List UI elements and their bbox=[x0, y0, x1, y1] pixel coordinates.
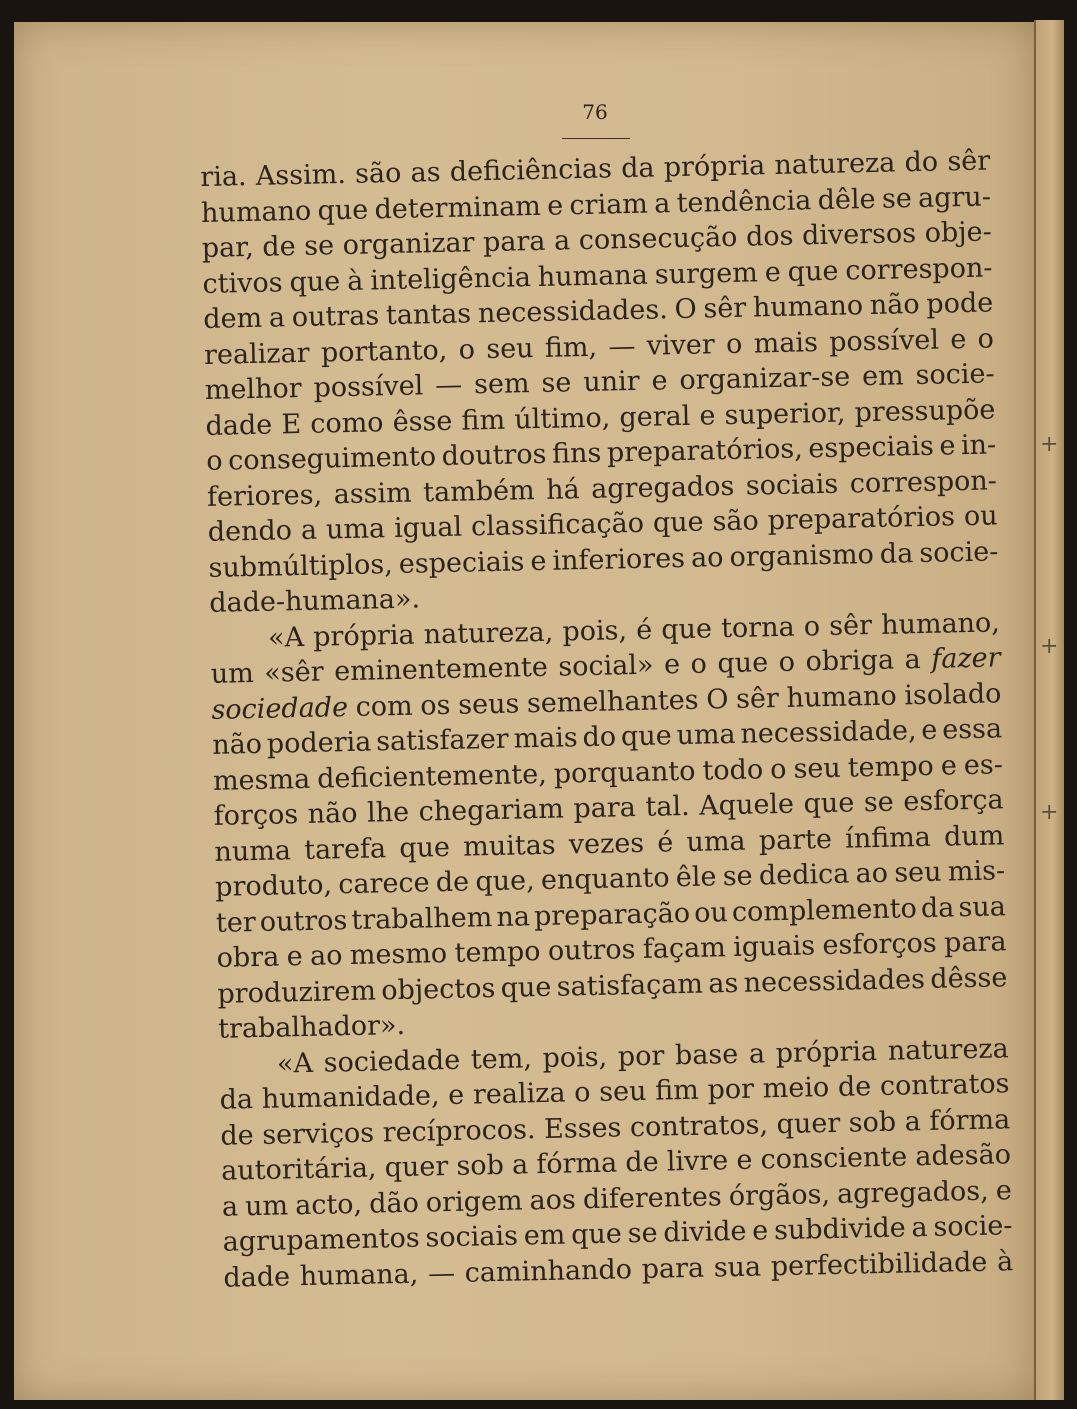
word: mesma bbox=[212, 763, 311, 797]
word: da bbox=[879, 537, 914, 570]
word: e bbox=[995, 1174, 1013, 1207]
word: isolado bbox=[904, 677, 1002, 711]
word: preparatórios, bbox=[606, 433, 804, 469]
word: agrupamentos bbox=[222, 1222, 420, 1258]
word: sob bbox=[456, 1149, 505, 1182]
word: para bbox=[943, 926, 1007, 959]
word: necessidades. bbox=[477, 294, 669, 330]
word: se bbox=[881, 182, 913, 215]
word: sob bbox=[848, 1106, 897, 1139]
word: e bbox=[663, 649, 681, 681]
word: são bbox=[354, 157, 402, 190]
word: organismo bbox=[729, 538, 875, 573]
word: sêr bbox=[703, 292, 747, 325]
word: se bbox=[541, 367, 572, 399]
word: agregados, bbox=[836, 1175, 990, 1210]
word: é bbox=[635, 614, 653, 646]
word: própria bbox=[312, 619, 415, 653]
word: o bbox=[725, 328, 743, 360]
word: Assim. bbox=[255, 158, 347, 192]
word: mais bbox=[753, 326, 819, 359]
word: viver bbox=[646, 328, 716, 362]
word: satisfaçam bbox=[556, 968, 704, 1003]
word: livre bbox=[666, 1145, 729, 1178]
word: base bbox=[674, 1038, 739, 1071]
word: obje- bbox=[924, 216, 992, 249]
word: a bbox=[911, 1211, 928, 1244]
word: o bbox=[769, 753, 787, 785]
word: as bbox=[410, 156, 441, 189]
word: ao bbox=[690, 541, 724, 574]
word: tempo bbox=[847, 750, 935, 784]
word: enquanto bbox=[540, 862, 670, 897]
word: tendência bbox=[676, 184, 812, 219]
word: unir bbox=[582, 365, 640, 399]
word: e bbox=[949, 323, 967, 355]
word: perfectibilidade bbox=[770, 1246, 988, 1282]
word: dedica bbox=[758, 858, 850, 892]
page-number: 76 bbox=[582, 100, 608, 124]
word: social» bbox=[558, 649, 654, 683]
word: se bbox=[863, 786, 895, 819]
margin-cross-mark: + bbox=[1040, 634, 1059, 659]
word: realizar bbox=[203, 337, 310, 371]
word: chegariam bbox=[418, 793, 565, 828]
word: mesmo bbox=[349, 938, 448, 972]
word: sociais bbox=[745, 468, 839, 502]
word: humano bbox=[752, 290, 864, 324]
word: mais bbox=[513, 722, 579, 755]
word: agru- bbox=[917, 180, 992, 214]
word: possível bbox=[828, 324, 940, 358]
word: e bbox=[530, 545, 547, 577]
word: como bbox=[309, 406, 384, 440]
word: dade bbox=[205, 409, 273, 442]
word: dão bbox=[368, 1187, 420, 1220]
word: — bbox=[427, 1257, 456, 1289]
word: humano bbox=[786, 680, 897, 714]
word: outros bbox=[259, 904, 348, 938]
word: produzirem bbox=[217, 975, 377, 1010]
word: fins bbox=[551, 437, 602, 470]
word: portanto, bbox=[320, 334, 448, 369]
word: obra bbox=[216, 941, 280, 974]
word: deficientemente, bbox=[316, 758, 548, 795]
word: para bbox=[573, 792, 637, 825]
word: autoritária, bbox=[220, 1152, 377, 1187]
word: e bbox=[651, 365, 668, 397]
word: semelhantes bbox=[526, 684, 699, 719]
word: Aquele bbox=[698, 788, 795, 822]
word: que bbox=[570, 1218, 623, 1251]
word: por bbox=[707, 1073, 755, 1106]
word: são bbox=[712, 505, 760, 538]
word: meio bbox=[762, 1072, 830, 1105]
word: necessidades bbox=[743, 963, 926, 999]
word: geral bbox=[619, 400, 691, 433]
word: socie- bbox=[919, 535, 999, 569]
word: é bbox=[656, 826, 674, 859]
word: «A bbox=[267, 621, 305, 654]
word: especiais bbox=[398, 545, 525, 580]
word: e bbox=[447, 1079, 465, 1112]
word: própria bbox=[775, 1035, 878, 1069]
word: essa bbox=[941, 713, 1003, 746]
word: fórma bbox=[929, 1103, 1011, 1137]
word: o bbox=[205, 445, 223, 477]
word: a bbox=[300, 514, 318, 546]
word: as bbox=[707, 967, 739, 1000]
word: consecução bbox=[578, 221, 738, 257]
word: não bbox=[307, 797, 358, 830]
word: socie- bbox=[915, 358, 995, 392]
word: o bbox=[690, 648, 708, 680]
word: da bbox=[620, 152, 655, 185]
word: Esses bbox=[543, 1111, 622, 1145]
word: subdivide bbox=[773, 1212, 906, 1247]
word: dade-humana». bbox=[208, 583, 421, 619]
word: órgãos, bbox=[728, 1178, 831, 1212]
word: dem bbox=[203, 302, 263, 335]
word: es- bbox=[963, 748, 1004, 781]
word: se bbox=[303, 230, 335, 262]
word: uma bbox=[325, 513, 386, 546]
header-rule bbox=[562, 138, 630, 139]
word: êle bbox=[675, 861, 717, 894]
word: ao bbox=[309, 940, 343, 972]
word: ctivos bbox=[202, 266, 283, 300]
word: tantas bbox=[385, 298, 472, 332]
word: que bbox=[652, 506, 704, 539]
word: ao bbox=[855, 857, 889, 890]
word: classificação bbox=[470, 507, 645, 543]
word: organizar bbox=[342, 227, 475, 262]
word: que bbox=[500, 971, 552, 1004]
word: tarefa bbox=[303, 832, 387, 866]
word: feriores, bbox=[206, 479, 323, 513]
word: assim bbox=[333, 477, 413, 510]
word: pois, bbox=[562, 614, 628, 648]
word: sem bbox=[473, 368, 530, 401]
word: por bbox=[617, 1039, 665, 1072]
word: último, bbox=[513, 401, 611, 435]
word: carece bbox=[338, 867, 430, 901]
margin-cross-mark: + bbox=[1040, 800, 1059, 825]
word: necessidade, bbox=[740, 715, 917, 750]
word: os bbox=[420, 689, 451, 722]
word: sociedade bbox=[323, 1044, 461, 1079]
word: «A bbox=[276, 1047, 314, 1080]
word: própria bbox=[663, 150, 766, 184]
word: a bbox=[221, 1190, 239, 1223]
word: uma bbox=[686, 825, 746, 858]
word: o bbox=[573, 1077, 591, 1109]
word: que bbox=[398, 831, 451, 864]
word: outras bbox=[291, 300, 380, 334]
word: — bbox=[434, 369, 463, 402]
word: humana, bbox=[299, 1258, 419, 1292]
word: e bbox=[921, 714, 938, 747]
word: dade bbox=[223, 1260, 291, 1294]
word: origem bbox=[425, 1184, 523, 1218]
word: sua bbox=[713, 1250, 762, 1283]
word: dum bbox=[943, 819, 1005, 853]
word: do bbox=[582, 721, 617, 754]
word: dêsse bbox=[930, 961, 1008, 995]
word: acto, bbox=[294, 1188, 363, 1221]
word: também bbox=[422, 474, 535, 508]
word: de bbox=[220, 1119, 255, 1152]
word: fim, bbox=[544, 331, 598, 364]
word: não bbox=[869, 288, 920, 322]
word: trabalhador». bbox=[217, 1009, 406, 1045]
word: natureza bbox=[887, 1032, 1009, 1067]
word: diferentes bbox=[582, 1180, 723, 1215]
word: especiais bbox=[808, 430, 935, 465]
word: de bbox=[837, 1071, 872, 1103]
word: e bbox=[940, 749, 958, 782]
word: e bbox=[764, 256, 782, 288]
word: correspon- bbox=[845, 251, 993, 287]
word: que, bbox=[475, 865, 535, 898]
word: par, bbox=[201, 231, 255, 264]
word: e bbox=[939, 430, 956, 462]
word: sêr bbox=[828, 609, 873, 642]
word: O bbox=[705, 683, 729, 716]
word: que bbox=[289, 265, 341, 298]
word: criam bbox=[569, 188, 649, 221]
word: e bbox=[286, 941, 303, 973]
word: sociais bbox=[425, 1220, 519, 1254]
word: deficiências bbox=[449, 153, 613, 188]
word: outros bbox=[547, 934, 636, 967]
word: — bbox=[608, 330, 636, 362]
word: esforços bbox=[822, 927, 938, 962]
word: dos bbox=[745, 220, 794, 253]
word: surgem bbox=[654, 256, 759, 290]
word: humana bbox=[537, 259, 649, 293]
word: de bbox=[625, 1146, 659, 1179]
word: sociedade bbox=[211, 691, 349, 726]
word: socie- bbox=[933, 1210, 1013, 1243]
word: ter bbox=[215, 906, 257, 939]
word: de bbox=[262, 231, 296, 263]
word: em bbox=[861, 360, 904, 393]
word: aos bbox=[529, 1183, 577, 1216]
word: contratos bbox=[879, 1068, 1010, 1102]
word: contratos, bbox=[629, 1108, 769, 1143]
word: organizar-se bbox=[679, 361, 851, 397]
word: doutros bbox=[441, 438, 547, 472]
word: humano bbox=[200, 195, 312, 229]
word: poderia bbox=[266, 726, 372, 760]
word: uma bbox=[676, 718, 736, 752]
word: a bbox=[904, 1105, 922, 1137]
word: fórma bbox=[535, 1147, 618, 1181]
word: para bbox=[641, 1252, 705, 1285]
word: de bbox=[435, 866, 470, 899]
word: a bbox=[553, 225, 571, 257]
word: o bbox=[458, 333, 476, 366]
word: e bbox=[736, 1144, 753, 1176]
word: em bbox=[523, 1219, 566, 1252]
word: agregados bbox=[590, 470, 735, 505]
word: caminhando bbox=[464, 1253, 633, 1289]
word: à bbox=[346, 265, 364, 297]
word: in- bbox=[960, 429, 997, 462]
word: natureza bbox=[774, 147, 896, 181]
word: pressupõe bbox=[854, 393, 996, 428]
word: preparatórios bbox=[767, 501, 956, 537]
word: que bbox=[787, 255, 839, 288]
word: mis- bbox=[947, 855, 1006, 888]
word: seus bbox=[457, 687, 520, 721]
word: serviços bbox=[261, 1117, 375, 1151]
page-edge bbox=[1034, 20, 1064, 1400]
word: o bbox=[803, 610, 821, 642]
word: quer bbox=[776, 1107, 841, 1140]
margin-cross-mark: + bbox=[1040, 432, 1059, 457]
word: lhe bbox=[366, 796, 410, 829]
word: numa bbox=[214, 834, 292, 868]
word: e bbox=[699, 399, 716, 432]
word: há bbox=[545, 473, 581, 506]
word: parte bbox=[758, 823, 833, 856]
word: com bbox=[355, 690, 413, 723]
word: se bbox=[627, 1217, 658, 1250]
word: êsse bbox=[392, 405, 453, 438]
word: melhor bbox=[204, 372, 302, 406]
word: dêle bbox=[817, 183, 876, 216]
word: ínfima bbox=[844, 821, 932, 855]
word: O bbox=[674, 293, 697, 326]
word: a bbox=[653, 187, 671, 219]
word: superior, bbox=[724, 397, 846, 431]
word: vezes bbox=[568, 827, 645, 860]
word: recíprocos. bbox=[382, 1113, 536, 1148]
word: um bbox=[210, 657, 255, 690]
word: dendo bbox=[207, 515, 293, 548]
word: que bbox=[620, 720, 672, 753]
word: que bbox=[660, 612, 713, 645]
word: trabalhem bbox=[351, 901, 493, 936]
word: esforça bbox=[903, 784, 1004, 818]
word: tem, bbox=[470, 1042, 533, 1076]
word: eminentemente bbox=[333, 651, 549, 688]
word: e bbox=[546, 189, 564, 222]
word: a bbox=[268, 302, 286, 334]
word: seu bbox=[793, 752, 842, 785]
word: para bbox=[482, 225, 546, 259]
word: forços bbox=[213, 799, 299, 832]
word: da bbox=[219, 1084, 254, 1116]
word: produto, bbox=[214, 869, 333, 903]
word: fim bbox=[461, 404, 506, 437]
word: tempo bbox=[454, 936, 541, 969]
word: E bbox=[281, 408, 302, 440]
word: pode bbox=[926, 287, 994, 320]
word: inferiores bbox=[552, 542, 686, 577]
word: seu bbox=[893, 856, 942, 889]
word: torna bbox=[720, 611, 795, 644]
word: divide bbox=[663, 1215, 747, 1249]
word: realiza bbox=[472, 1077, 566, 1111]
word: todo bbox=[702, 753, 764, 787]
word: preparação bbox=[533, 897, 691, 932]
word: sêr bbox=[947, 145, 991, 178]
word: um bbox=[244, 1189, 289, 1222]
word: quer bbox=[384, 1151, 449, 1184]
word: ria. bbox=[200, 161, 247, 193]
word: do bbox=[904, 146, 939, 179]
word: igual bbox=[393, 511, 463, 545]
word: na bbox=[496, 900, 531, 933]
word: satisfazer bbox=[375, 723, 509, 758]
word: à bbox=[996, 1245, 1014, 1278]
word: «sêr bbox=[264, 656, 324, 689]
word: pois, bbox=[542, 1041, 608, 1074]
word: adesão bbox=[915, 1139, 1012, 1173]
word: seu bbox=[598, 1075, 647, 1108]
word: diversos bbox=[801, 218, 917, 252]
word: que bbox=[317, 193, 369, 227]
word: tal. bbox=[645, 790, 690, 823]
word: conseguimento bbox=[227, 441, 437, 477]
word: se bbox=[722, 860, 753, 893]
word: da bbox=[920, 891, 955, 924]
word: ou bbox=[963, 500, 998, 533]
word: sua bbox=[958, 890, 1007, 923]
word: o bbox=[977, 322, 995, 355]
word: a bbox=[748, 1037, 766, 1070]
word: porquanto bbox=[553, 755, 696, 790]
word: a bbox=[511, 1149, 529, 1181]
word: que bbox=[803, 787, 855, 820]
word: iguais bbox=[732, 930, 816, 964]
word: seu bbox=[485, 332, 534, 365]
word: submúltiplos, bbox=[208, 548, 394, 584]
word: sêr bbox=[735, 682, 780, 715]
word: natureza, bbox=[423, 616, 554, 650]
word: complemento bbox=[731, 892, 918, 928]
word: humanidade, bbox=[261, 1080, 440, 1115]
word: e bbox=[751, 1215, 769, 1247]
word: fim bbox=[654, 1074, 700, 1107]
word: a bbox=[904, 644, 922, 676]
word: humano, bbox=[880, 606, 1001, 641]
word: obriga bbox=[805, 644, 895, 678]
word: objectos bbox=[380, 972, 496, 1006]
word: façam bbox=[642, 932, 727, 965]
word: possível bbox=[313, 370, 424, 404]
word: determinam bbox=[374, 190, 542, 225]
word: consciente bbox=[760, 1141, 908, 1176]
word: o bbox=[778, 646, 796, 678]
word: ou bbox=[693, 896, 729, 929]
body-text bbox=[200, 143, 1014, 1295]
word: que bbox=[717, 647, 769, 680]
word: correspon- bbox=[849, 464, 998, 499]
word: muitas bbox=[462, 829, 556, 863]
word: inteligência bbox=[369, 261, 532, 296]
word: fazer bbox=[930, 642, 1001, 675]
word: não bbox=[211, 728, 263, 761]
